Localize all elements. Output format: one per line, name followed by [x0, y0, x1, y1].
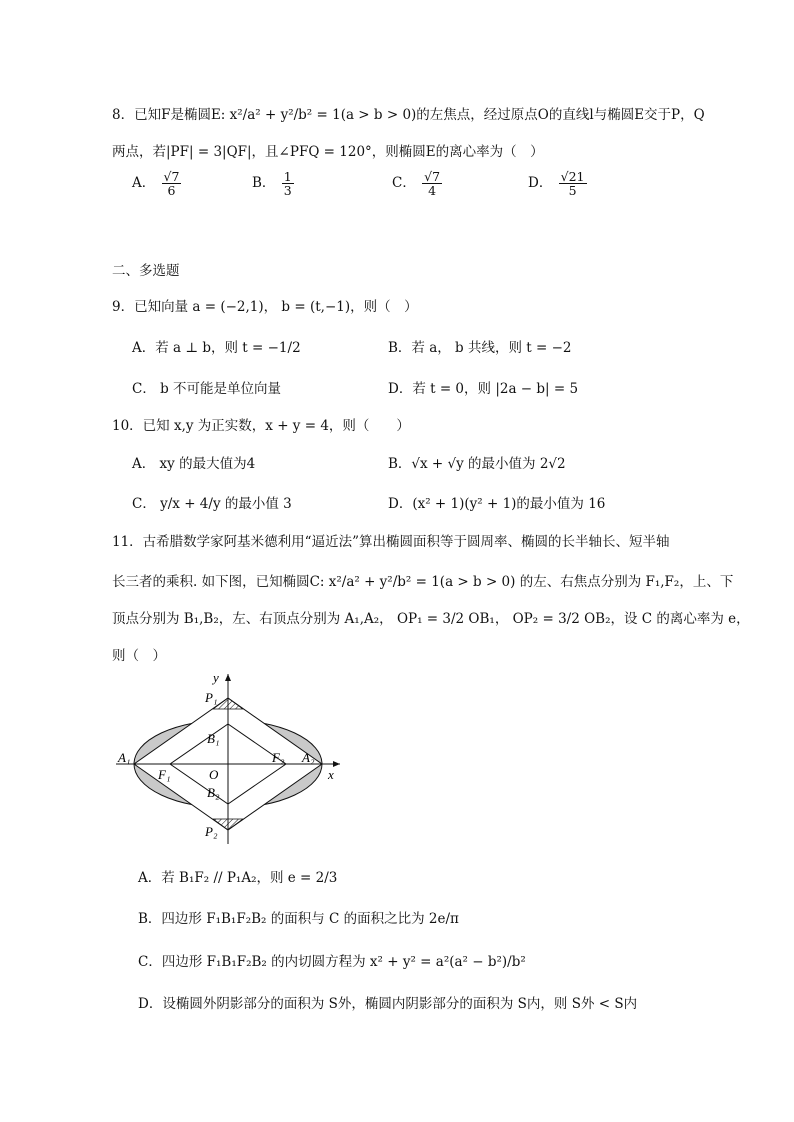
x-arrow	[333, 761, 340, 767]
q9-stem: 9．已知向量 a = (−2,1)， b = (t,−1)，则（ ）	[112, 299, 418, 315]
q10-option-b: B．√x + √y 的最小值为 2√2	[388, 456, 566, 472]
q8-line2: 两点，若|PF| = 3|QF|，且∠PFQ = 120°，则椭圆E的离心率为（ ）	[112, 144, 544, 160]
q10-stem: 10．已知 x,y 为正实数，x + y = 4，则（ ）	[112, 418, 410, 434]
label-o: O	[209, 767, 219, 782]
q11-line4: 则（ ）	[112, 648, 166, 664]
ellipse-figure	[112, 668, 352, 848]
q8-option-b	[252, 170, 296, 197]
q11-option-d: D．设椭圆外阴影部分的面积为 S外，椭圆内阴影部分的面积为 S内，则 S外 < S内	[138, 996, 638, 1012]
q8-option-b-value: $\frac{1}{3}$	[283, 169, 292, 199]
q8-option-b-label: B．	[252, 175, 276, 192]
q11-line3: 顶点分别为 B₁,B₂，左、右顶点分别为 A₁,A₂， OP₁ = 3/2 OB₁， OP₂ = 3/2 OB₂，设 C 的离心率为 e，	[112, 611, 750, 627]
q11-line2: 长三者的乘积. 如下图，已知椭圆C: x²/a² + y²/b² = 1(a > b > 0) 的左、右焦点分别为 F₁,F₂，上、下	[112, 574, 734, 590]
q8-option-d-value: $\frac{√21}{5}$	[560, 169, 585, 199]
q10-option-d: D．(x² + 1)(y² + 1)的最小值为 16	[388, 496, 606, 512]
section-title: 二、多选题	[112, 263, 180, 279]
q11-option-c: C．四边形 F₁B₁F₂B₂ 的内切圆方程为 x² + y² = a²(a² − b²)/b²	[138, 954, 526, 970]
q8-option-a	[132, 170, 183, 197]
q10-option-c: C． y/x + 4/y 的最小值 3	[132, 496, 292, 512]
q8-option-a-label: A．	[132, 175, 156, 192]
label-b2: B₂	[207, 785, 220, 800]
q10-option-a: A． xy 的最大值为4	[132, 456, 256, 472]
q9-option-c: C． b 不可能是单位向量	[132, 381, 282, 397]
q8-option-d	[528, 170, 589, 197]
label-p2: P₂	[205, 824, 218, 839]
label-a2: A₂	[302, 750, 315, 765]
label-f2: F₂	[272, 750, 285, 765]
y-arrow	[225, 674, 231, 681]
q8-option-c	[392, 170, 444, 197]
label-b1: B₁	[207, 731, 220, 746]
q8-option-a-value: $\frac{√7}{6}$	[163, 169, 180, 199]
q8-line1: 8．已知F是椭圆E: x²/a² + y²/b² = 1(a > b > 0)的左焦点，经过原点O的直线l与椭圆E交于P，Q	[112, 107, 705, 123]
label-a1: A₁	[118, 750, 131, 765]
q9-option-d: D．若 t = 0，则 |2a − b| = 5	[388, 381, 579, 397]
label-f1: F₁	[158, 767, 171, 782]
q11-line1: 11．古希腊数学家阿基米德利用“逼近法”算出椭圆面积等于圆周率、椭圆的长半轴长、短半轴	[112, 534, 670, 550]
q11-option-a: A．若 B₁F₂ // P₁A₂，则 e = 2/3	[138, 870, 338, 886]
label-p1: P₁	[205, 690, 218, 705]
q8-option-d-label: D．	[528, 175, 553, 192]
q8-option-c-value: $\frac{√7}{4}$	[424, 169, 441, 199]
q9-option-a: A．若 a ⊥ b，则 t = −1/2	[132, 340, 301, 356]
q11-option-b: B．四边形 F₁B₁F₂B₂ 的面积与 C 的面积之比为 2e/π	[138, 911, 459, 927]
q9-option-b: B．若 a， b 共线，则 t = −2	[388, 340, 572, 356]
q8-option-c-label: C．	[392, 175, 416, 192]
label-x: x	[328, 767, 334, 782]
label-y: y	[213, 670, 219, 685]
